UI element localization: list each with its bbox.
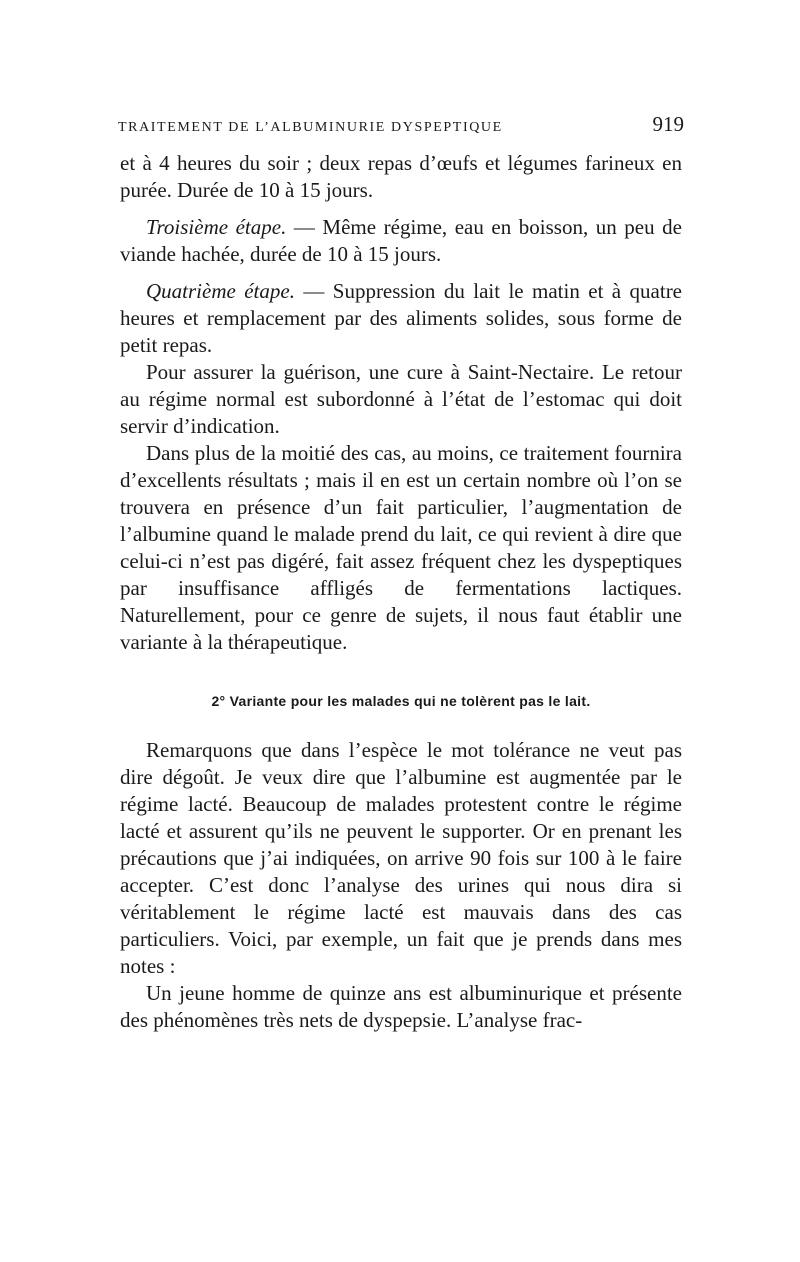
paragraph-1: et à 4 heures du soir ; deux repas d’œufs et légumes farineux en purée. Durée de 10 à 15 jours. [120, 151, 682, 202]
quatrieme-etape-text: — Suppression du lait le matin et à quatre heures et remplacement par des aliments solides, sous forme de petit repas. [120, 279, 683, 357]
paragraph-remarquons: Remarquons que dans l’espèce le mot tolérance ne veut pas dire dégoût. Je veux dire que l’albumine est augmentée par le régime lacté. Beaucoup de malades protestent contre le régime lacté et assurent qu’ils ne peuvent le supporter. Or en prenant les précautions que j’ai indiquées, on arrive 90 fois sur 100 à le faire accepter. C’est donc l’analyse des urines qui nous dira si véritablement le régime lacté est mauvais dans des cas particuliers. Voici, par exemple, un fait que je prends dans mes notes : [120, 738, 682, 978]
quatrieme-etape-label: Quatrième étape. [146, 279, 295, 303]
page-number: 919 [652, 112, 684, 136]
section-title: 2° Variante pour les malades qui ne tolèrent pas le lait. [211, 693, 591, 709]
troisieme-etape-label: Troisième étape. [146, 215, 287, 239]
paragraph-quatrieme-etape [120, 278, 682, 359]
running-title: TRAITEMENT DE L’ALBUMINURIE DYSPEPTIQUE [118, 120, 503, 135]
paragraph-jeune-homme: Un jeune homme de quinze ans est albuminurique et présente des phénomènes très nets de dyspepsie. L’analyse frac- [120, 981, 682, 1032]
troisieme-etape-text: — Même régime, eau en boisson, un peu de viande hachée, durée de 10 à 15 jours. [120, 215, 682, 266]
page-body [120, 150, 682, 1034]
paragraph-moitie-des-cas: Dans plus de la moitié des cas, au moins, ce traitement fournira d’excellents résultats ; mais il en est un certain nombre où l’on se trouvera en présence d’un fait particulier, l’augmentation de l’albumine quand le malade prend du lait, ce qui revient à dire que celui-ci n’est pas digéré, fait assez fréquent chez les dyspeptiques par insuffisance affligés de fermentations lactiques. Naturellement, pour ce genre de sujets, il nous faut établir une variante à la thérapeutique. [120, 441, 682, 654]
paragraph-guerison: Pour assurer la guérison, une cure à Saint-Nectaire. Le retour au régime normal est subordonné à l’état de l’estomac qui doit servir d’indication. [120, 360, 682, 438]
page-header [118, 112, 684, 137]
paragraph-troisieme-etape [120, 214, 682, 268]
